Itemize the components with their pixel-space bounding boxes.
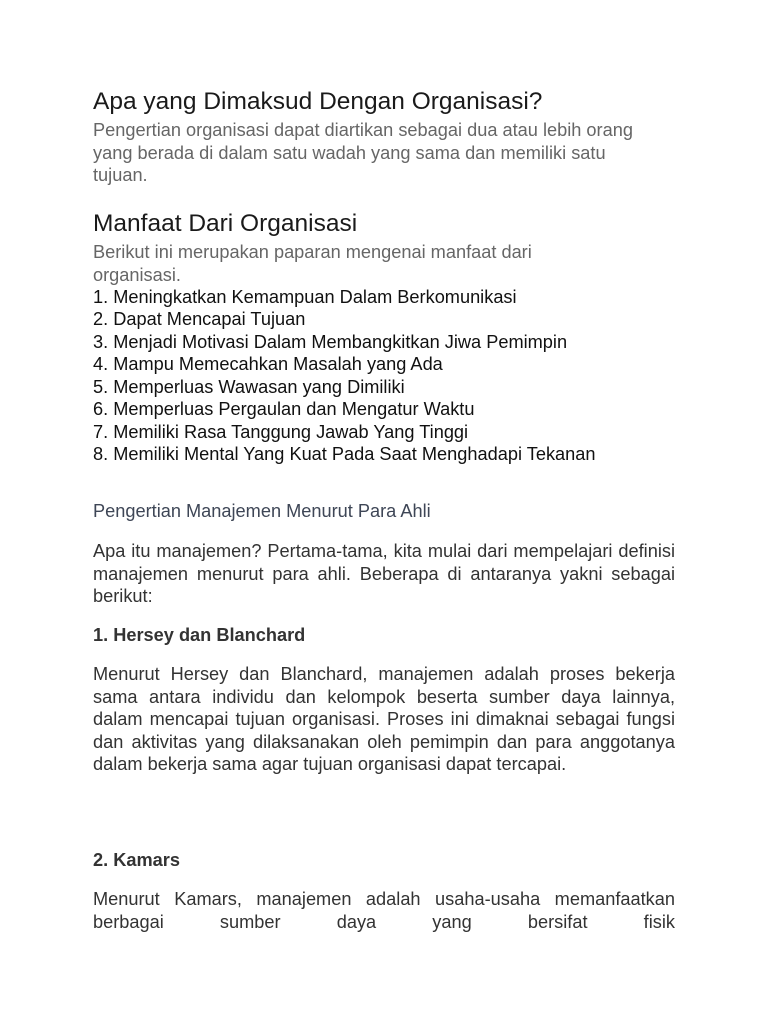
list-item: 2. Dapat Mencapai Tujuan [93, 309, 306, 330]
manajemen-intro: Apa itu manajemen? Pertama-tama, kita mulai dari mempelajari definisi manajemen menurut para ahli. Beberapa di antaranya yakni sebagai berikut: [93, 541, 675, 607]
list-item: 8. Memiliki Mental Yang Kuat Pada Saat Menghadapi Tekanan [93, 444, 596, 465]
list-item: 1. Meningkatkan Kemampuan Dalam Berkomunikasi [93, 287, 517, 307]
section-title-manfaat: Manfaat Dari Organisasi [93, 210, 358, 237]
expert-text-hersey: Menurut Hersey dan Blanchard, manajemen adalah proses bekerja sama antara individu dan kelompok beserta sumber daya lainnya, dalam mencapai tujuan organisasi. Proses ini dimaknai sebagai fungsi dan aktivitas yang dilaksanakan oleh pemimpin dan para anggotanya dalam bekerja sama agar tujuan organisasi dapat tercapai. [93, 664, 675, 775]
list-item: 5. Memperluas Wawasan yang Dimiliki [93, 376, 405, 397]
expert-heading-hersey: 1. Hersey dan Blanchard [93, 625, 306, 645]
manajemen-subheading: Pengertian Manajemen Menurut Para Ahli [93, 501, 431, 521]
list-item: 3. Menjadi Motivasi Dalam Membangkitkan Jiwa Pemimpin [93, 331, 568, 352]
list-item: 6. Memperluas Pergaulan dan Mengatur Waktu [93, 399, 475, 420]
manfaat-intro: Berikut ini merupakan paparan mengenai manfaat dari organisasi. [93, 242, 532, 285]
definition-paragraph: Pengertian organisasi dapat diartikan sebagai dua atau lebih orang yang berada di dalam satu wadah yang sama dan memiliki satu tujuan. [93, 120, 633, 185]
manfaat-list [93, 286, 596, 466]
expert-heading-kamars: 2. Kamars [93, 850, 180, 870]
expert-text-kamars: Menurut Kamars, manajemen adalah usaha-usaha memanfaatkan berbagai sumber daya yang bersifat fisik [93, 889, 675, 932]
section-title-organisasi: Apa yang Dimaksud Dengan Organisasi? [93, 88, 543, 115]
list-item: 7. Memiliki Rasa Tanggung Jawab Yang Tinggi [93, 421, 469, 442]
list-item: 4. Mampu Memecahkan Masalah yang Ada [93, 354, 443, 375]
